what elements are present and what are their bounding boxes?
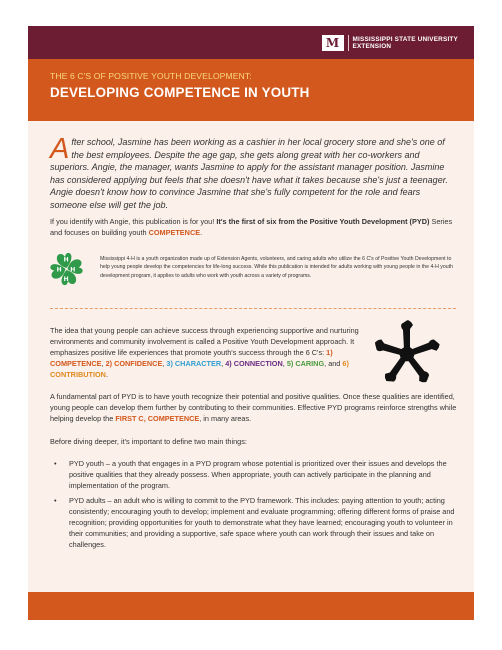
definitions-intro: Before diving deeper, it's important to define two main things: — [50, 437, 247, 446]
circle-of-hands-icon — [370, 319, 444, 389]
page-title: DEVELOPING COMPETENCE IN YOUTH — [50, 85, 310, 100]
period: . — [200, 228, 203, 237]
c-contribution: 6) CONTRIBUTION — [50, 359, 349, 379]
publication-page — [28, 26, 474, 620]
audience-paragraph — [50, 216, 458, 238]
msu-logo — [322, 35, 459, 51]
logo-divider — [348, 35, 349, 51]
drop-cap: A — [50, 133, 70, 165]
c-competence: 1) COMPETENCE — [50, 348, 333, 368]
list-item-text: PYD youth – a youth that engages in a PYD program whose potential is prioritized over their issues and develops the positive qualities that they already possess. When appropriate, youth can actively participate in the planning and implementation of the program. — [69, 459, 447, 490]
logo-line-1: MISSISSIPPI STATE UNIVERSITY — [352, 35, 458, 43]
intro-text: fter school, Jasmine has been working as a cashier in her local grocery store and she's one of the best employees. Despite the age gap, she gets along great with her co-workers and superiors. Angie, the manager, wants Jasmine to apply for the assistant manager position. Jasmine has considered applying but feels that she doesn't have what it takes because she's just a teenager. Angie doesn't know how to convince Jasmine that she's fully competent for the role and fears someone else will get the job. — [50, 137, 448, 210]
six-cs-intro: The idea that young people can achieve success through experiencing supportive and nurturing environments and community involvement is called a Positive Youth Development approach. It emphasizes positive life experiences that promote youth's success through the 6 C's: — [50, 326, 359, 357]
logo-line-2: EXTENSION — [352, 43, 392, 50]
svg-text:H: H — [63, 256, 69, 264]
four-h-clover-icon — [50, 252, 83, 287]
bullet-dot: • — [54, 496, 57, 505]
list-item-text: PYD adults – an adult who is willing to commit to the PYD framework. This includes: paying attention to youth; acting consistently; encouraging youth to develop; implement and evaluate programming; offering different forms of praise and recognition; providing opportunities for youth to demonstrate what they have learned; encouraging youth to volunteer in their communities; and providing a supportive, safe space where youth can work through their issues and take on challenges. — [69, 496, 455, 549]
section-divider — [50, 308, 456, 309]
six-cs-paragraph: The idea that young people can achieve success through experiencing supportive and nurturing environments and community involvement is called a Positive Youth Development approach. It emphasizes positive life experiences that promote youth's success through the 6 C's: 1) COMPETENCE, 2) CONFIDENCE, 3) CHARACTER, 4) CONNECTION, 5) CARING, and 6) CONTRIBUTION. — [50, 326, 359, 379]
period: . — [105, 370, 108, 379]
svg-text:H: H — [63, 276, 69, 284]
c-caring: 5) CARING — [286, 359, 325, 368]
first-c-highlight: FIRST C, COMPETENCE — [115, 414, 200, 423]
competence-highlight: COMPETENCE — [148, 228, 201, 237]
c-confidence: 2) CONFIDENCE — [105, 359, 163, 368]
and-word: and — [328, 359, 341, 368]
logo-text — [353, 36, 459, 50]
series-kicker: THE 6 C'S OF POSITIVE YOUTH DEVELOPMENT: — [50, 71, 252, 81]
fundamentals-end: , in many areas. — [199, 414, 252, 423]
bullet-dot: • — [54, 459, 57, 468]
audience-text: If you identify with Angie, this publication is for you! — [50, 217, 215, 226]
msu-logo-icon: M — [322, 35, 344, 51]
fundamentals-text: A fundamental part of PYD is to have youth recognize their potential and positive qualities. Once these qualities are identified, young people can develop them further by contributing to their communities. Effective PYD programs reinforce strengths while helping develop the — [50, 392, 457, 423]
intro-paragraph — [50, 133, 454, 212]
svg-text:H: H — [70, 266, 76, 274]
pyd-fundamentals-paragraph — [50, 391, 458, 424]
svg-text:H: H — [56, 266, 62, 274]
four-h-note: Mississippi 4-H is a youth organization made up of Extension Agents, volunteers, and caring adults who utilize the 6 C's of Positive Youth Development to help young people develop the competencies for life-long success. While this publication is intended for adults working with young people in the 4-H youth development program, it applies to adults who work with youth across a variety of programs. — [100, 256, 453, 279]
c-connection: 4) CONNECTION — [225, 359, 283, 368]
footer-band — [28, 592, 474, 620]
c-character: 3) CHARACTER — [166, 359, 222, 368]
series-focus-text: Series and focuses on building youth — [50, 217, 453, 237]
top-banner — [28, 26, 474, 59]
series-statement: It's the first of six from the Positive Youth Development (PYD) — [216, 217, 430, 226]
